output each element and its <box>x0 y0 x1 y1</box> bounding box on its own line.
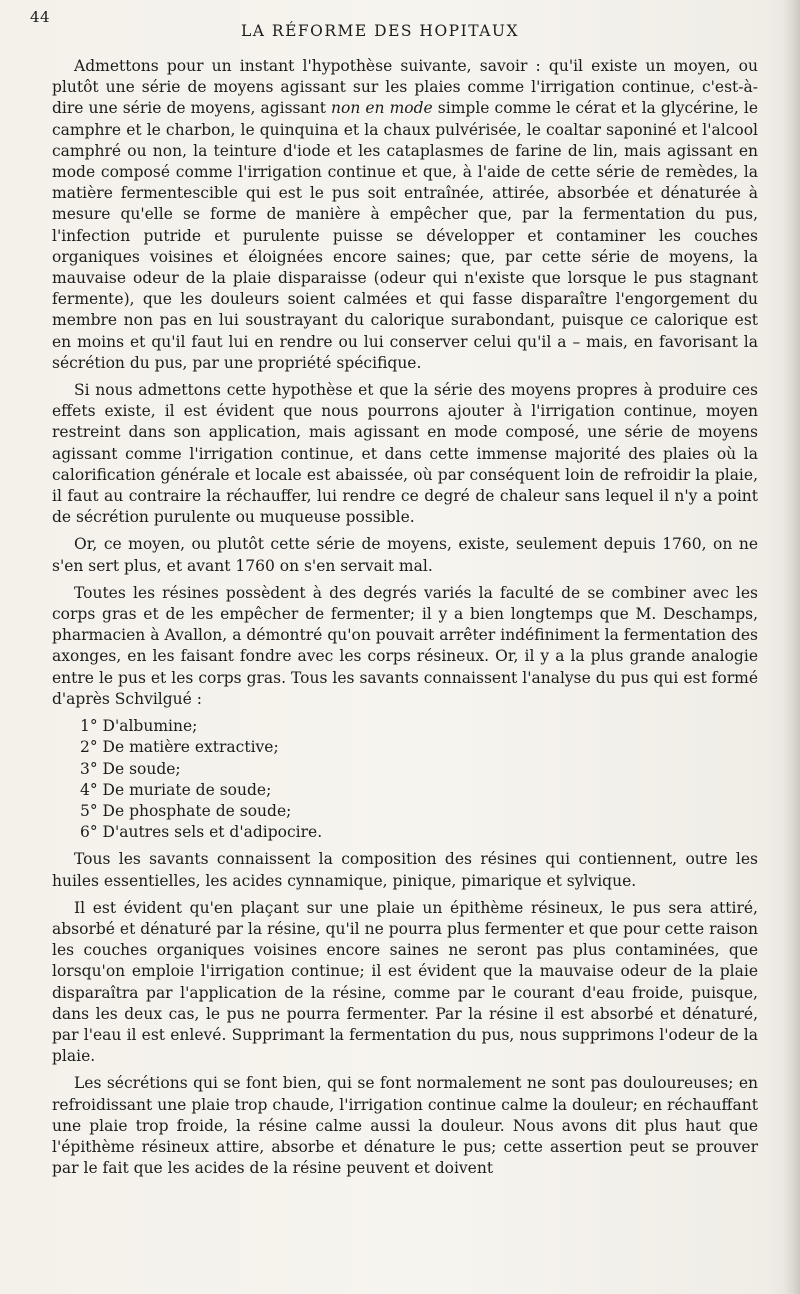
paragraph-1-text-a: Admettons pour un instant l'hypothèse suivante, savoir : qu'il existe un moyen, ou plutôt une série de moyens agissant sur les plaies comme l'irrigation continue, c'est-à-dire une série de moyens, agissant <box>52 57 758 118</box>
paragraph-1-text-b: simple comme le cérat et la glycérine, le camphre et le charbon, le quinquina et la chaux pulvérisée, le coaltar saponiné et l'alcool camphré ou non, la teinture d'iode et les cataplasmes de farine de lin, mais agissant en mode composé comme l'irrigation continue et que, à l'aide de cette série de remèdes, la matière fermentescible qui est le pus soit entraînée, attirée, absorbée et dénaturée à mesure qu'elle se forme de manière à empêcher que, par la fermentation du pus, l'infection putride et purulente puisse se développer et contaminer les couches organiques voisines et éloignées encore saines; que, par cette série de moyens, la mauvaise odeur de la plaie disparaisse (odeur qui n'existe que lorsque le pus stagnant fermente), que les douleurs soient calmées et qui fasse disparaître l'engorgement du membre non pas en lui soustrayant du calorique surabondant, puisque ce calorique est en moins et qu'il faut lui en rendre ou lui conserver celui qu'il a – mais, en favorisant la sécrétion du pus, par une propriété spécifique. <box>52 99 758 372</box>
paragraph-4: Toutes les résines possèdent à des degrés variés la faculté de se combiner avec les corps gras et de les empêcher de fermenter; il y a bien longtemps que M. Deschamps, pharmacien à Avallon, a démontré qu'on pouvait arrêter indéfiniment la fermentation des axonges, en les faisant fondre avec les corps résineux. Or, il y a la plus grande analogie entre le pus et les corps gras. Tous les savants connaissent l'analyse du pus qui est formé d'après Schvilgué : <box>52 583 758 708</box>
paragraph-2: Si nous admettons cette hypothèse et que la série des moyens propres à produire ces effets existe, il est évident que nous pourrons ajouter à l'irrigation continue, moyen restreint dans son application, mais agissant en mode composé, une série de moyens agissant comme l'irrigation continue, et dans cette immense majorité des plaies où la calorification générale et locale est abaissée, où par conséquent loin de refroidir la plaie, il faut au contraire la réchauffer, lui rendre ce degré de chaleur sans lequel il n'y a point de sécrétion purulente ou muqueuse possible. <box>52 381 758 527</box>
pus-composition-list <box>52 716 758 843</box>
running-head: LA RÉFORME DES HOPITAUX <box>241 22 519 40</box>
paragraph-1-emphasis: non en mode <box>331 99 433 118</box>
list-item: 2° De matière extractive; <box>80 738 279 757</box>
page-body <box>52 56 758 1185</box>
list-item: 6° D'autres sels et d'adipocire. <box>80 823 323 842</box>
paragraph-5: Tous les savants connaissent la composition des résines qui contiennent, outre les huiles essentielles, les acides cynnamique, pinique, pimarique et sylvique. <box>52 850 758 890</box>
paragraph-3: Or, ce moyen, ou plutôt cette série de moyens, existe, seulement depuis 1760, on ne s'en sert plus, et avant 1760 on s'en servait mal. <box>52 535 758 575</box>
list-item: 5° De phosphate de soude; <box>80 801 292 820</box>
list-item: 1° D'albumine; <box>80 717 198 736</box>
list-item: 4° De muriate de soude; <box>80 780 272 799</box>
paragraph-7: Les sécrétions qui se font bien, qui se font normalement ne sont pas douloureuses; en refroidissant une plaie trop chaude, l'irrigation continue calme la douleur; en réchauffant une plaie trop froide, la résine calme aussi la douleur. Nous avons dit plus haut que l'épithème résineux attire, absorbe et dénature le pus; cette assertion peut se prouver par le fait que les acides de la résine peuvent et doivent <box>52 1074 758 1178</box>
list-item: 3° De soude; <box>80 759 181 778</box>
page-edge <box>784 0 800 1294</box>
page-number: 44 <box>30 8 51 26</box>
paragraph-6: Il est évident qu'en plaçant sur une plaie un épithème résineux, le pus sera attiré, absorbé et dénaturé par la résine, qu'il ne pourra plus fermenter et que pour cette raison les couches organiques voisines encore saines ne seront pas plus contaminées, que lorsqu'on emploie l'irrigation continue; il est évident que la mauvaise odeur de la plaie disparaîtra par l'application de la résine, comme par le courant d'eau froide, puisque, dans les deux cas, le pus ne pourra fermenter. Par la résine il est absorbé et dénaturé, par l'eau il est enlevé. Supprimant la fermentation du pus, nous supprimons l'odeur de la plaie. <box>52 898 758 1066</box>
paragraph-1 <box>52 56 758 374</box>
